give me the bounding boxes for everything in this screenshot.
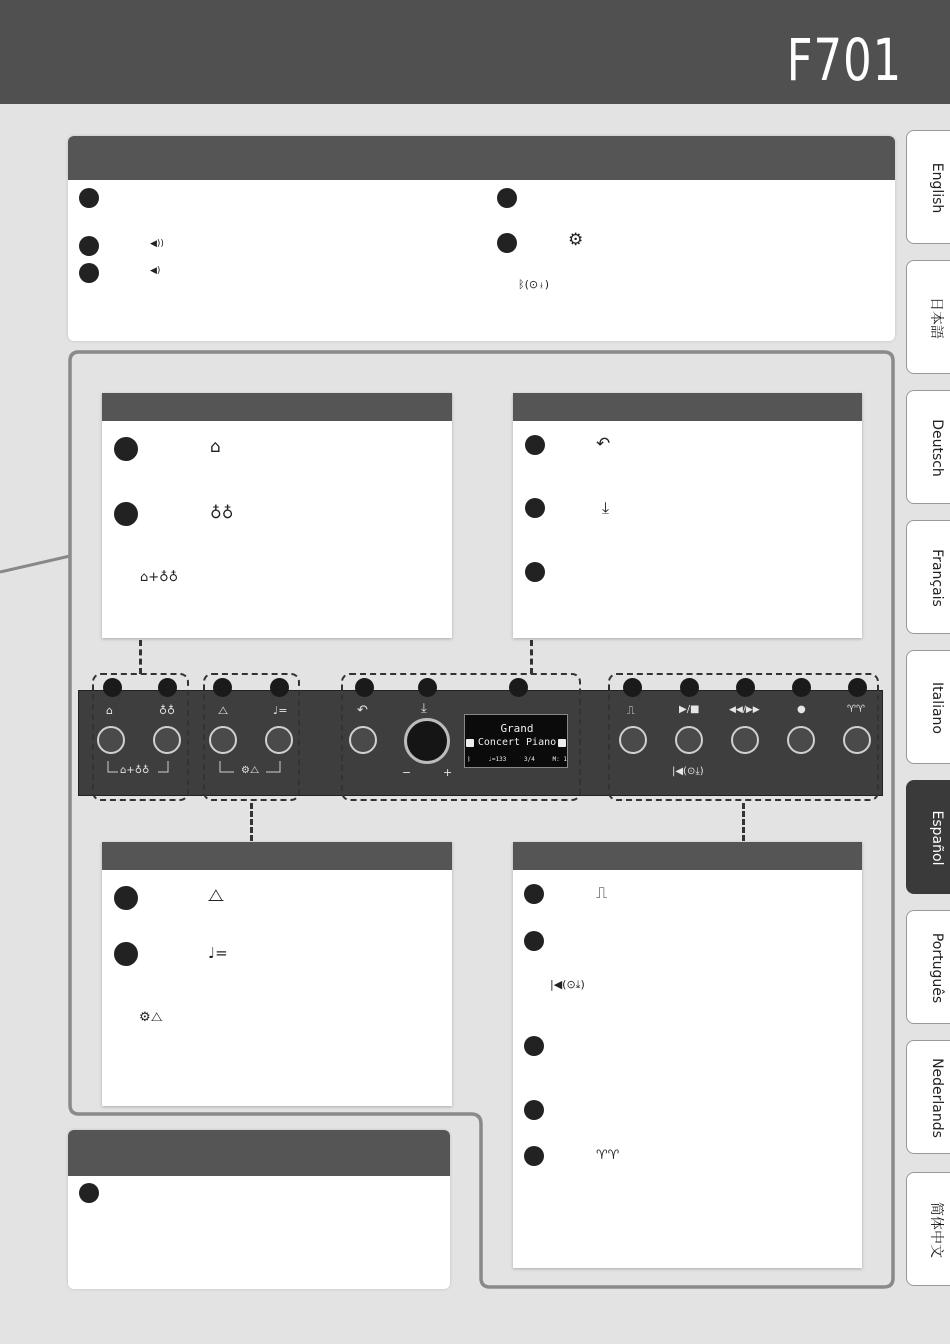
callout-marker [848, 678, 867, 697]
callout-marker [524, 1036, 544, 1056]
volume-down-icon: ◀) [150, 266, 161, 276]
lcd-bluetooth: ᛒ [467, 756, 471, 763]
callout-marker [525, 435, 545, 455]
panel-metronome [102, 842, 452, 1106]
instruments-button[interactable] [153, 726, 181, 754]
language-tab-french[interactable]: Français [906, 520, 950, 634]
callout-marker [114, 942, 138, 966]
play-stop-button[interactable] [675, 726, 703, 754]
top-combo-icon: |◀(⊙⤓) [672, 766, 704, 777]
lcd-minus-indicator [466, 739, 474, 747]
panel-navigation-header [513, 393, 862, 421]
callout-marker [418, 678, 437, 697]
callout-marker [680, 678, 699, 697]
model-name: F701 [786, 26, 902, 94]
callout-marker [114, 437, 138, 461]
rewind-forward-icon: ◀◀/▶▶ [729, 705, 760, 715]
back-icon: ↶ [357, 703, 368, 718]
lcd-display [464, 714, 568, 768]
enter-icon: ⤓ [602, 498, 610, 517]
piano-button[interactable] [97, 726, 125, 754]
language-tab-portuguese[interactable]: Português [906, 910, 950, 1024]
callout-marker [355, 678, 374, 697]
gear-metronome-icon: ⚙⧍ [241, 765, 260, 776]
instruments-icon: ♁♁ [159, 704, 176, 717]
record-button[interactable] [787, 726, 815, 754]
language-tab-japanese[interactable]: 日本語 [906, 260, 950, 374]
lcd-tempo: ♩=133 [488, 756, 507, 763]
metronome-icon: ⧍ [218, 704, 229, 717]
dashed-connector [250, 803, 253, 841]
callout-marker [524, 1146, 544, 1166]
piano-icon: ⌂ [210, 437, 221, 457]
panel-metronome-header [102, 842, 452, 870]
back-button[interactable] [349, 726, 377, 754]
dashed-connector [139, 640, 142, 674]
song-icon: ⎍ [596, 883, 608, 902]
language-tab-german[interactable]: Deutsch [906, 390, 950, 504]
callout-marker [525, 562, 545, 582]
top-combo-icon: |◀(⊙⤓) [550, 978, 585, 991]
song-icon: ⎍ [627, 704, 635, 717]
dashed-connector [742, 803, 745, 841]
value-dial[interactable] [404, 718, 450, 764]
song-button[interactable] [619, 726, 647, 754]
piano-plus-instruments-icon: ⌂+♁♁ [140, 570, 179, 585]
language-tab-dutch[interactable]: Nederlands [906, 1040, 950, 1154]
bottom-panel-header [68, 1130, 450, 1176]
tempo-icon: ♩= [208, 944, 228, 962]
play-stop-icon: ▶/■ [679, 704, 700, 715]
callout-marker [792, 678, 811, 697]
piano-icon: ⌂ [106, 704, 113, 717]
lcd-status-line [467, 756, 567, 763]
callout-marker [79, 1183, 99, 1203]
panel-tones-header [102, 393, 452, 421]
rewind-forward-button[interactable] [731, 726, 759, 754]
callout-marker [524, 931, 544, 951]
metronome-icon: ⧍ [208, 886, 224, 906]
metronome-button[interactable] [209, 726, 237, 754]
panel-navigation [513, 393, 862, 638]
hands-icon: ♈♈ [847, 704, 865, 715]
tempo-button[interactable] [265, 726, 293, 754]
part-button[interactable] [843, 726, 871, 754]
language-tab-chinese[interactable]: 简体中文 [906, 1172, 950, 1286]
panel-tones [102, 393, 452, 638]
lcd-line-2: Concert Piano [477, 737, 557, 748]
record-icon: ● [797, 704, 806, 715]
callout-marker [623, 678, 642, 697]
enter-icon: ⤓ [421, 701, 427, 716]
dial-plus-label: + [443, 766, 453, 779]
callout-marker [270, 678, 289, 697]
dashed-connector [530, 640, 533, 674]
language-tab-italian[interactable]: Italiano [906, 650, 950, 764]
piano-plus-instruments-icon: ⌂+♁♁ [120, 765, 150, 776]
callout-marker [103, 678, 122, 697]
callout-marker [736, 678, 755, 697]
dial-minus-label: − [402, 766, 412, 779]
callout-marker [524, 1100, 544, 1120]
lcd-plus-indicator [558, 739, 566, 747]
callout-marker [158, 678, 177, 697]
tempo-icon: ♩= [273, 704, 288, 717]
bluetooth-combo-icon: ᛒ(⊙⤓) [518, 278, 549, 291]
panel-song-header [513, 842, 862, 870]
gear-icon: ⚙ [568, 230, 584, 250]
callout-marker [213, 678, 232, 697]
volume-up-icon: ◀)) [150, 239, 164, 249]
bottom-panel-box [68, 1130, 450, 1289]
instruments-icon: ♁♁ [210, 503, 234, 522]
language-tab-english[interactable]: English [906, 130, 950, 244]
lcd-measure: M: 1 [552, 756, 567, 763]
callout-marker [524, 884, 544, 904]
callout-marker [509, 678, 528, 697]
lcd-line-1: Grand [500, 722, 534, 735]
panel-song [513, 842, 862, 1268]
back-icon: ↶ [596, 434, 611, 454]
callout-marker [114, 886, 138, 910]
lcd-beat: 3/4 [524, 756, 535, 763]
callout-marker [114, 502, 138, 526]
gear-metronome-icon: ⚙⧍ [139, 1010, 163, 1025]
language-tab-spanish[interactable]: Español [906, 780, 950, 894]
hands-icon: ♈♈ [596, 1148, 620, 1163]
callout-marker [525, 498, 545, 518]
